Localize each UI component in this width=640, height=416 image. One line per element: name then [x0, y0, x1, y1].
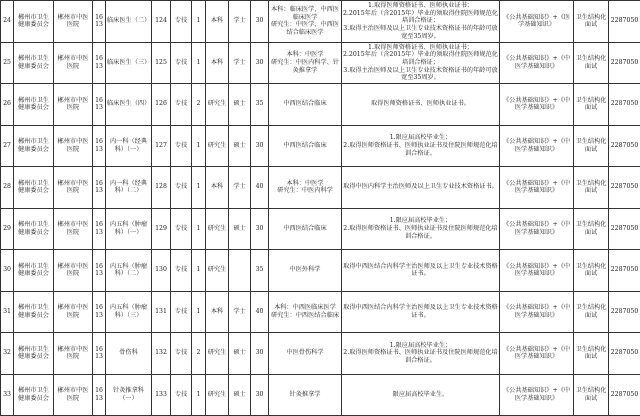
- phone-cell: 2287050: [609, 374, 640, 416]
- major-cell: 中西医结合临床: [269, 84, 342, 126]
- requirement-cell: 1.取得医师资格证书、医师执业证书； 2.2015年后（含2015年）毕业的须取得住院医师规范化培训合格证； 3.取得主治医师及以上卫生专业技术资格证书的年龄可放宽至35周岁。: [342, 42, 500, 84]
- phone-cell: 2287050: [609, 167, 640, 209]
- interview-method-cell: 卫生结构化面试: [574, 125, 609, 167]
- post-cell: 针灸推拿科（一）: [106, 374, 152, 416]
- exam-subject-cell: 《公共基础知识》+《中医学基础知识》: [500, 84, 574, 126]
- count-cell: 1: [192, 291, 206, 333]
- interview-method-cell: 卫生结构化面试: [574, 167, 609, 209]
- interview-method-cell: 卫生结构化面试: [574, 208, 609, 250]
- interview-method-cell: 卫生结构化面试: [574, 1, 609, 43]
- interview-method-cell: 卫生结构化面试: [574, 291, 609, 333]
- unit-code-cell: 1613: [93, 1, 106, 43]
- category-cell: 专技: [171, 250, 192, 292]
- exam-subject-cell: 《公共基础知识》+《医学基础知识》: [500, 1, 574, 43]
- count-cell: 1: [192, 1, 206, 43]
- category-cell: 专技: [171, 333, 192, 375]
- requirement-cell: 1.限应届高校毕业生； 2.取得医师资格证书、医师执业证书及住院医师规范化培训合格证。: [342, 333, 500, 375]
- count-cell: 1: [192, 42, 206, 84]
- interview-method-cell: 卫生结构化面试: [574, 42, 609, 84]
- post-cell: 内一科（经典科）（一）: [106, 125, 152, 167]
- department-cell: 郴州市卫生健康委员会: [14, 374, 54, 416]
- phone-cell: 2287050: [609, 84, 640, 126]
- education-cell: 本科: [206, 167, 229, 209]
- count-cell: 1: [192, 374, 206, 416]
- unit-cell: 郴州市中医医院: [54, 333, 93, 375]
- unit-cell: 郴州市中医医院: [54, 250, 93, 292]
- education-cell: 研究生: [206, 250, 229, 292]
- age-cell: 30: [251, 333, 269, 375]
- education-cell: 本科: [206, 291, 229, 333]
- post-code-cell: 131: [152, 291, 171, 333]
- phone-cell: 2287050: [609, 1, 640, 43]
- unit-code-cell: 1613: [93, 250, 106, 292]
- seq-cell: 28: [1, 167, 14, 209]
- post-cell: 内五科（肿瘤科）（二）: [106, 250, 152, 292]
- category-cell: 专技: [171, 374, 192, 416]
- seq-cell: 25: [1, 42, 14, 84]
- major-cell: 针灸推拿学: [269, 374, 342, 416]
- post-code-cell: 125: [152, 42, 171, 84]
- category-cell: 专技: [171, 1, 192, 43]
- requirement-cell: 限应届高校毕业生。: [342, 374, 500, 416]
- seq-cell: 33: [1, 374, 14, 416]
- requirement-cell: 1.取得医师资格证书、医师执业证书； 2.2015年后（含2015年）毕业的须取得住院医师规范化培训合格证； 3.取得主治医师及以上卫生专业技术资格证书的年龄可放宽至35周岁。: [342, 1, 500, 43]
- unit-code-cell: 1613: [93, 42, 106, 84]
- table-row: [1, 374, 640, 416]
- post-code-cell: 132: [152, 333, 171, 375]
- requirement-cell: 取得中医内科学主治医师及以上卫生专业技术资格证书。: [342, 167, 500, 209]
- unit-cell: 郴州市中医医院: [54, 84, 93, 126]
- post-cell: 内五科（肿瘤科）（一）: [106, 208, 152, 250]
- table-row: [1, 333, 640, 375]
- unit-code-cell: 1613: [93, 167, 106, 209]
- count-cell: 1: [192, 208, 206, 250]
- post-cell: 临床医生（三）: [106, 42, 152, 84]
- requirement-cell: 取得中西医结合内科学主治医师及以上卫生专业技术资格证书。: [342, 250, 500, 292]
- age-cell: 30: [251, 42, 269, 84]
- seq-cell: 30: [1, 250, 14, 292]
- category-cell: 专技: [171, 167, 192, 209]
- degree-cell: 硕士: [229, 84, 251, 126]
- major-cell: 本科：中医学 研究生：中医内科学、针灸推拿学: [269, 42, 342, 84]
- major-cell: 中西医结合临床: [269, 208, 342, 250]
- table-row: [1, 208, 640, 250]
- post-code-cell: 129: [152, 208, 171, 250]
- unit-cell: 郴州市中医医院: [54, 42, 93, 84]
- seq-cell: 31: [1, 291, 14, 333]
- table-row: [1, 291, 640, 333]
- education-cell: 研究生: [206, 374, 229, 416]
- post-code-cell: 128: [152, 167, 171, 209]
- education-cell: 研究生: [206, 333, 229, 375]
- category-cell: 专技: [171, 84, 192, 126]
- seq-cell: 32: [1, 333, 14, 375]
- exam-subject-cell: 《公共基础知识》+《中医学基础知识》: [500, 125, 574, 167]
- department-cell: 郴州市卫生健康委员会: [14, 333, 54, 375]
- education-cell: 研究生: [206, 84, 229, 126]
- category-cell: 专技: [171, 42, 192, 84]
- table-row: [1, 167, 640, 209]
- table-row: [1, 125, 640, 167]
- interview-method-cell: 卫生结构化面试: [574, 333, 609, 375]
- exam-subject-cell: 《公共基础知识》+《中医学基础知识》: [500, 167, 574, 209]
- unit-cell: 郴州市中医医院: [54, 374, 93, 416]
- department-cell: 郴州市卫生健康委员会: [14, 208, 54, 250]
- education-cell: 本科: [206, 42, 229, 84]
- unit-cell: 郴州市中医医院: [54, 125, 93, 167]
- post-code-cell: 133: [152, 374, 171, 416]
- table-row: [1, 84, 640, 126]
- exam-subject-cell: 《公共基础知识》+《中医学基础知识》: [500, 374, 574, 416]
- degree-cell: [229, 250, 251, 292]
- department-cell: 郴州市卫生健康委员会: [14, 84, 54, 126]
- table-row: [1, 42, 640, 84]
- table-row: [1, 1, 640, 43]
- age-cell: 35: [251, 250, 269, 292]
- degree-cell: 硕士: [229, 374, 251, 416]
- age-cell: 35: [251, 84, 269, 126]
- phone-cell: 2287050: [609, 125, 640, 167]
- exam-subject-cell: 《公共基础知识》+《中医学基础知识》: [500, 42, 574, 84]
- table-row: [1, 250, 640, 292]
- age-cell: 30: [251, 374, 269, 416]
- unit-code-cell: 1613: [93, 208, 106, 250]
- unit-code-cell: 1613: [93, 333, 106, 375]
- degree-cell: 学士: [229, 42, 251, 84]
- seq-cell: 27: [1, 125, 14, 167]
- post-cell: 骨伤科: [106, 333, 152, 375]
- phone-cell: 2287050: [609, 42, 640, 84]
- count-cell: 1: [192, 125, 206, 167]
- age-cell: 30: [251, 1, 269, 43]
- table-body: [1, 1, 640, 416]
- unit-code-cell: 1613: [93, 84, 106, 126]
- requirement-cell: 取得中西医结合内科学主治医师及以上卫生专业技术资格证书。: [342, 291, 500, 333]
- requirement-cell: 取得医师资格证书、医师执业证书。: [342, 84, 500, 126]
- unit-cell: 郴州市中医医院: [54, 291, 93, 333]
- department-cell: 郴州市卫生健康委员会: [14, 167, 54, 209]
- seq-cell: 26: [1, 84, 14, 126]
- interview-method-cell: 卫生结构化面试: [574, 374, 609, 416]
- post-code-cell: 124: [152, 1, 171, 43]
- unit-cell: 郴州市中医医院: [54, 167, 93, 209]
- age-cell: 40: [251, 291, 269, 333]
- unit-cell: 郴州市中医医院: [54, 1, 93, 43]
- degree-cell: 硕士: [229, 333, 251, 375]
- degree-cell: 硕士: [229, 208, 251, 250]
- unit-cell: 郴州市中医医院: [54, 208, 93, 250]
- major-cell: 中医骨伤科学: [269, 333, 342, 375]
- age-cell: 40: [251, 167, 269, 209]
- count-cell: 1: [192, 167, 206, 209]
- count-cell: 2: [192, 333, 206, 375]
- education-cell: 本科: [206, 1, 229, 43]
- post-cell: 内一科（经典科）（二）: [106, 167, 152, 209]
- exam-subject-cell: 《公共基础知识》+《中医学基础知识》: [500, 291, 574, 333]
- post-cell: 临床医生（四）: [106, 84, 152, 126]
- department-cell: 郴州市卫生健康委员会: [14, 42, 54, 84]
- degree-cell: 学士: [229, 291, 251, 333]
- unit-code-cell: 1613: [93, 291, 106, 333]
- age-cell: 30: [251, 208, 269, 250]
- seq-cell: 24: [1, 1, 14, 43]
- major-cell: 本科：中西医临床医学 研究生：中西医结合临床: [269, 291, 342, 333]
- major-cell: 本科：中医学 研究生：中医内科学: [269, 167, 342, 209]
- exam-subject-cell: 《公共基础知识》+《中医学基础知识》: [500, 250, 574, 292]
- post-code-cell: 126: [152, 84, 171, 126]
- unit-code-cell: 1613: [93, 374, 106, 416]
- degree-cell: 学士: [229, 167, 251, 209]
- phone-cell: 2287050: [609, 250, 640, 292]
- department-cell: 郴州市卫生健康委员会: [14, 250, 54, 292]
- seq-cell: 29: [1, 208, 14, 250]
- phone-cell: 2287050: [609, 208, 640, 250]
- degree-cell: 学士: [229, 1, 251, 43]
- major-cell: 中西医结合临床: [269, 125, 342, 167]
- department-cell: 郴州市卫生健康委员会: [14, 125, 54, 167]
- age-cell: 30: [251, 125, 269, 167]
- education-cell: 研究生: [206, 125, 229, 167]
- exam-subject-cell: 《公共基础知识》+《中医学基础知识》: [500, 333, 574, 375]
- category-cell: 专技: [171, 291, 192, 333]
- requirement-cell: 1.限应届高校毕业生； 2.取得医师资格证书、医师执业证书及住院医师规范化培训合格证。: [342, 125, 500, 167]
- major-cell: 中医外科学: [269, 250, 342, 292]
- interview-method-cell: 卫生结构化面试: [574, 250, 609, 292]
- exam-subject-cell: 《公共基础知识》+《中医学基础知识》: [500, 208, 574, 250]
- phone-cell: 2287050: [609, 333, 640, 375]
- requirement-cell: 1.限应届高校毕业生； 2.取得医师资格证书、医师执业证书及住院医师规范化培训合格证。: [342, 208, 500, 250]
- department-cell: 郴州市卫生健康委员会: [14, 1, 54, 43]
- count-cell: 2: [192, 84, 206, 126]
- phone-cell: 2287050: [609, 291, 640, 333]
- post-code-cell: 127: [152, 125, 171, 167]
- interview-method-cell: 卫生结构化面试: [574, 84, 609, 126]
- department-cell: 郴州市卫生健康委员会: [14, 291, 54, 333]
- major-cell: 本科：临床医学，中西医临床医学 研究生：中医学，中西医结合临床医学: [269, 1, 342, 43]
- post-cell: 临床医生（二）: [106, 1, 152, 43]
- unit-code-cell: 1613: [93, 125, 106, 167]
- count-cell: 1: [192, 250, 206, 292]
- degree-cell: 硕士: [229, 125, 251, 167]
- category-cell: 专技: [171, 208, 192, 250]
- category-cell: 专技: [171, 125, 192, 167]
- education-cell: 研究生: [206, 208, 229, 250]
- post-code-cell: 130: [152, 250, 171, 292]
- post-cell: 内五科（肿瘤科）（三）: [106, 291, 152, 333]
